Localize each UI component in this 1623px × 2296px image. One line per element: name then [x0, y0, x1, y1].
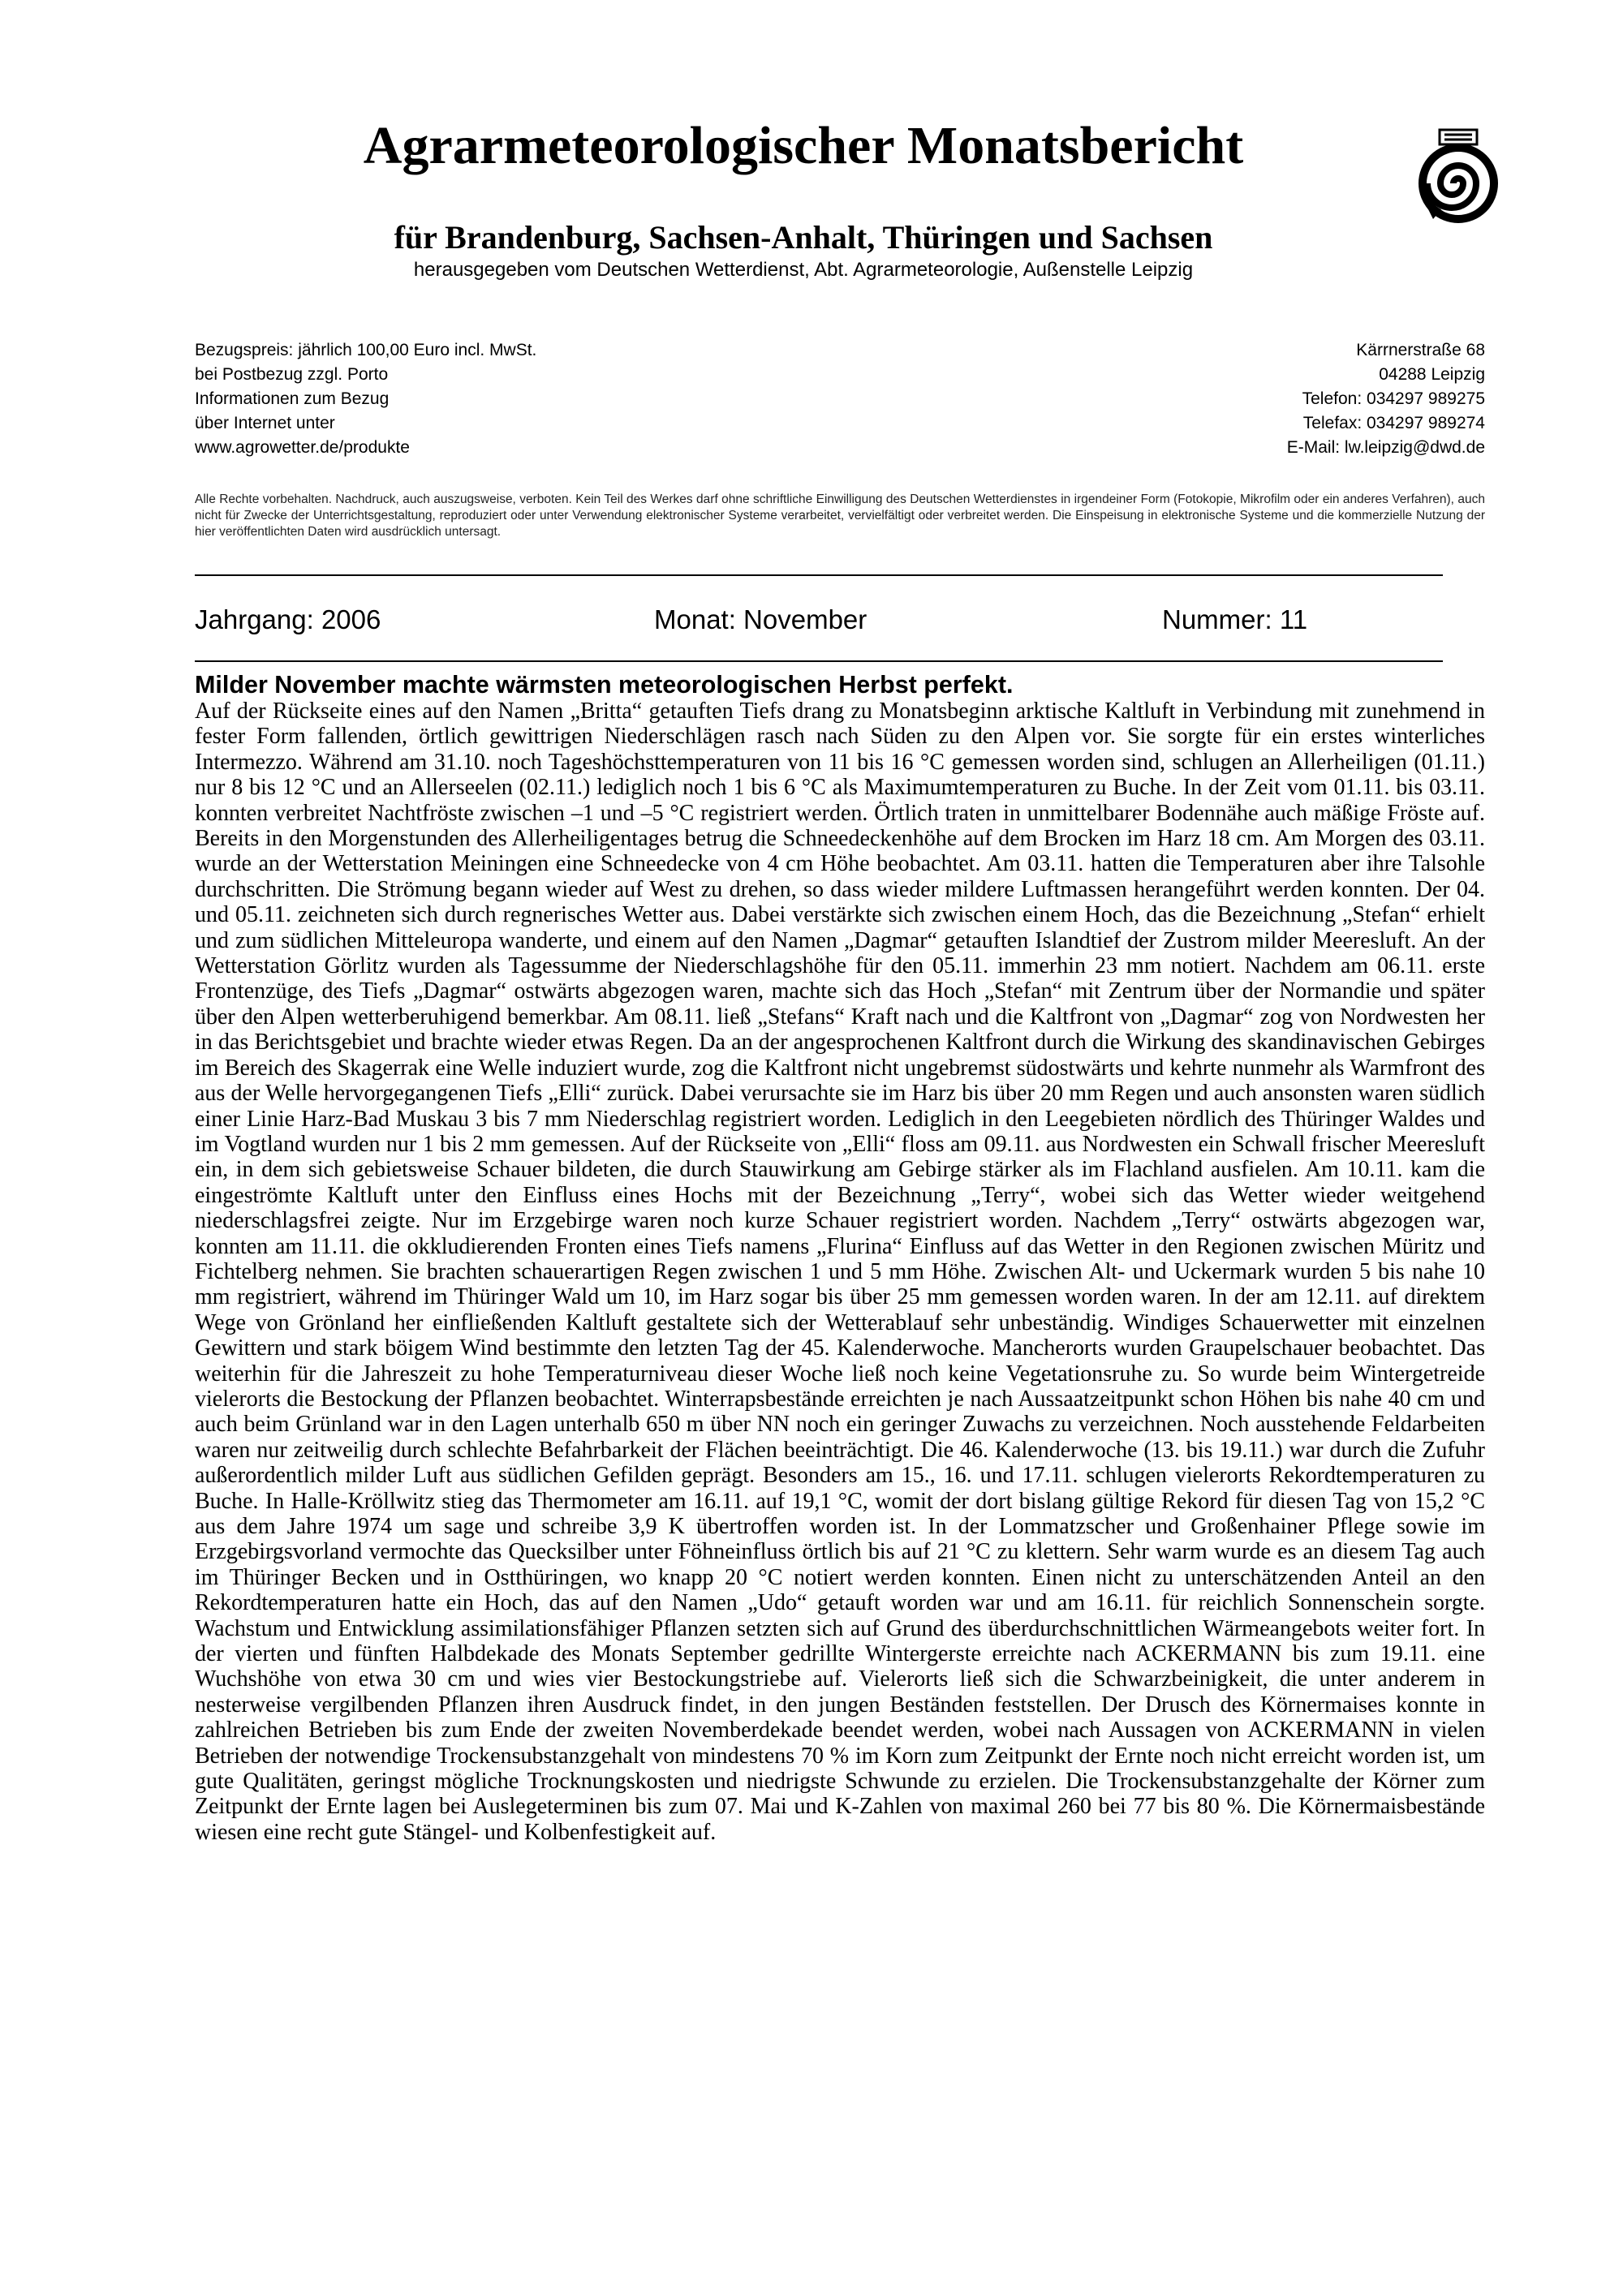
issue-number: Nummer: 11	[1162, 604, 1308, 634]
report-subtitle: für Brandenburg, Sachsen-Anhalt, Thüringen und Sachsen	[394, 219, 1213, 256]
contact-phone: Telefon: 034297 989275	[1302, 389, 1485, 408]
contact-info	[974, 338, 1485, 460]
divider	[195, 660, 1443, 662]
subscription-url[interactable]: www.agrowetter.de/produkte	[195, 438, 410, 457]
article-body: Auf der Rückseite eines auf den Namen „Britta“ getauften Tiefs drang zu Monatsbeginn arktische Kaltluft in Verbindung mit zunehmend in fester Form fallenden, örtlich gewittrigen Niederschlägen rasch nach Süden zu den Alpen vor. Sie sorgte für ein erstes winterliches Intermezzo. Während am 31.10. noch Tageshöchsttemperaturen von 11 bis 16 °C gemessen worden sind, schlugen an Allerheiligen (01.11.) nur 8 bis 12 °C und an Allerseelen (02.11.) lediglich noch 1 bis 6 °C als Maximumtemperaturen zu Buche. In der Zeit vom 01.11. bis 03.11. konnten verbreitet Nachtfröste zwischen –1 und –5 °C registriert werden. Örtlich traten in unmittelbarer Bodennähe auch mäßige Fröste auf. Bereits in den Morgenstunden des Allerheiligentages betrug die Schneedeckenhöhe auf dem Brocken im Harz 18 cm. Am Morgen des 03.11. wurde an der Wetterstation Meiningen eine Schneedecke von 4 cm Höhe beobachtet. Am 03.11. hatten die Temperaturen aber ihre Talsohle durchschritten. Die Strömung begann wieder auf West zu drehen, so dass wieder mildere Luftmassen herangeführt werden konnten. Der 04. und 05.11. zeichneten sich durch regnerisches Wetter aus. Dabei verstärkte sich zwischen einem Hoch, das die Bezeichnung „Stefan“ erhielt und zum südlichen Mitteleuropa wanderte, und einem auf den Namen „Dagmar“ getauften Islandtief der Zustrom milder Meeresluft. An der Wetterstation Görlitz wurden als Tagessumme der Niederschlagshöhe für den 05.11. immerhin 23 mm notiert. Nachdem am 06.11. erste Frontenzüge, des Tiefs „Dagmar“ ostwärts abgezogen waren, machte sich das Hoch „Stefan“ mit Zentrum über der Normandie und später über den Alpen wetterberuhigend bemerkbar. Am 08.11. ließ „Stefans“ Kraft nach und die Kaltfront von „Dagmar“ zog von Nordwesten her in das Berichtsgebiet und brachte wieder etwas Regen. Da an der angesprochenen Kaltfront durch die Wirkung des skandinavischen Gebirges im Bereich des Skagerrak eine Welle induziert wurde, zog die Kaltfront nicht ungebremst südostwärts und kehrte nunmehr als Warmfront des aus der Welle hervorgegangenen Tiefs „Elli“ zurück. Dabei verursachte sie im Harz bis über 20 mm Regen und auch ansonsten waren südlich einer Linie Harz-Bad Muskau 3 bis 7 mm Niederschlag registriert worden. Lediglich in den Leegebieten nördlich des Thüringer Waldes und im Vogtland wurden nur 1 bis 2 mm gemessen. Auf der Rückseite von „Elli“ floss am 09.11. aus Nordwesten ein Schwall frischer Meeresluft ein, in dem sich gebietsweise Schauer bildeten, die durch Stauwirkung am Gebirge stärker als im Flachland ausfielen. Am 10.11. kam die eingeströmte Kaltluft unter den Einfluss eines Hochs mit der Bezeichnung „Terry“, wobei sich das Wetter wieder weitgehend niederschlagsfrei zeigte. Nur im Erzgebirge waren noch kurze Schauer registriert worden. Nachdem „Terry“ ostwärts abgezogen war, konnten am 11.11. die okkludierenden Fronten eines Tiefs namens „Flurina“ Einfluss auf das Wetter in den Regionen zwischen Müritz und Fichtelberg nehmen. Sie brachten schauerartigen Regen zwischen 1 und 5 mm Höhe. Zwischen Alt- und Uckermark wurden 5 bis nahe 10 mm registriert, während im Thüringer Wald um 10, im Harz sogar bis über 25 mm gemessen worden waren. In der am 12.11. auf direktem Wege von Grönland her einfließenden Kaltluft gestaltete sich der Wetterablauf sehr unbeständig. Windiges Schauerwetter mit einzelnen Gewittern und stark böigem Wind bestimmte den letzten Tag der 45. Kalenderwoche. Mancherorts wurden Graupelschauer beobachtet. Das weiterhin für die Jahreszeit zu hohe Temperaturniveau dieser Woche ließ noch keine Vegetationsruhe zu. So wurde beim Wintergetreide vielerorts die Bestockung der Pflanzen beobachtet. Winterrapsbestände erreichten je nach Aussaatzeitpunkt schon Höhen bis nahe 40 cm und auch beim Grünland war in den Lagen unterhalb 650 m über NN noch ein geringer Zuwachs zu verzeichnen. Noch ausstehende Feldarbeiten waren nur zeitweilig durch schlechte Befahrbarkeit der Flächen beeinträchtigt. Die 46. Kalenderwoche (13. bis 19.11.) war durch die Zufuhr außerordentlich milder Luft aus südlichen Gefilden geprägt. Besonders am 15., 16. und 17.11. schlugen vielerorts Rekordtemperaturen zu Buche. In Halle-Kröllwitz stieg das Thermometer am 16.11. auf 19,1 °C, womit der dort bislang gültige Rekord für diesen Tag von 15,2 °C aus dem Jahre 1974 um sage und schreibe 3,9 K übertroffen worden ist. In der Lommatzscher und Großenhainer Pflege sowie im Erzgebirgsvorland vermochte das Quecksilber unter Föhneinfluss örtlich bis auf 21 °C zu klettern. Sehr warm wurde es an diesem Tag auch im Thüringer Becken und in Ostthüringen, wo knapp 20 °C notiert werden konnten. Einen nicht zu unterschätzenden Anteil an den Rekordtemperaturen hatte ein Hoch, das auf den Namen „Udo“ getauft worden war und am 16.11. für reichlich Sonnenschein sorgte. Wachstum und Entwicklung assimilationsfähiger Pflanzen setzten sich auf Grund des überdurchschnittlichen Wärmeangebots weiter fort. In der vierten und fünften Halbdekade des Monats September gedrillte Wintergerste erreichte nach ACKERMANN bis zum 19.11. eine Wuchshöhe von etwa 30 cm und wies vier Bestockungstriebe auf. Vielerorts ließ sich die Schwarzbeinigkeit, die unter anderem in nesterweise vergilbenden Pflanzen ihren Ausdruck findet, in den jungen Beständen feststellen. Der Drusch des Körnermaises konnte in zahlreichen Betrieben bis zum Ende der zweiten Novemberdekade beendet werden, wobei nach Aussagen von ACKERMANN in vielen Betrieben der notwendige Trockensubstanzgehalt von mindestens 70 % im Korn zum Zeitpunkt der Ernte noch nicht erreicht worden ist, um gute Qualitäten, geringst mögliche Trocknungskosten und niedrigste Schwunde zu erzielen. Die Trockensubstanzgehalte der Körner zum Zeitpunkt der Ernte lagen bei Auslegeterminen bis zum 07. Mai und K-Zahlen von maximal 260 bei 77 bis 80 %. Die Körnermaisbestände wiesen eine recht gute Stängel- und Kolbenfestigkeit auf.	[195, 699, 1485, 1845]
rights-notice: Alle Rechte vorbehalten. Nachdruck, auch auszugsweise, verboten. Kein Teil des Werkes darf ohne schriftliche Einwilligung des Deutschen Wetterdienstes in irgendeiner Form (Fotokopie, Mikrofilm oder ein anderes Verfahren), auch nicht für Zwecke der Unterrichtsgestaltung, reproduziert oder unter Verwendung elektronischer Systeme verarbeitet, vervielfältigt oder verbreitet werden. Die Einspeisung in elektronische Systeme und die kommerzielle Nutzung der hier veröffentlichten Daten wird ausdrücklich untersagt.	[195, 492, 1485, 539]
report-title: Agrarmeteorologischer Monatsbericht	[363, 116, 1244, 175]
issue-month: Monat: November	[654, 604, 867, 634]
subscription-line: bei Postbezug zzgl. Porto	[195, 365, 389, 384]
contact-street: Kärrnerstraße 68	[1356, 341, 1485, 359]
issue-year: Jahrgang: 2006	[195, 604, 381, 634]
contact-fax: Telefax: 034297 989274	[1302, 414, 1485, 432]
contact-city: 04288 Leipzig	[1379, 365, 1485, 384]
article-headline: Milder November machte wärmsten meteorologischen Herbst perfekt.	[195, 671, 1014, 699]
divider	[195, 574, 1443, 576]
subscription-line: Bezugspreis: jährlich 100,00 Euro incl. MwSt.	[195, 341, 537, 359]
subscription-line: über Internet unter	[195, 414, 335, 432]
publisher-line: herausgegeben vom Deutschen Wetterdienst, Abt. Agrarmeteorologie, Außenstelle Leipzig	[413, 259, 1194, 281]
dwd-spiral-logo-icon	[1417, 128, 1500, 227]
subscription-info	[195, 338, 844, 460]
subscription-line: Informationen zum Bezug	[195, 389, 390, 408]
contact-email[interactable]: E-Mail: lw.leipzig@dwd.de	[1286, 438, 1485, 457]
